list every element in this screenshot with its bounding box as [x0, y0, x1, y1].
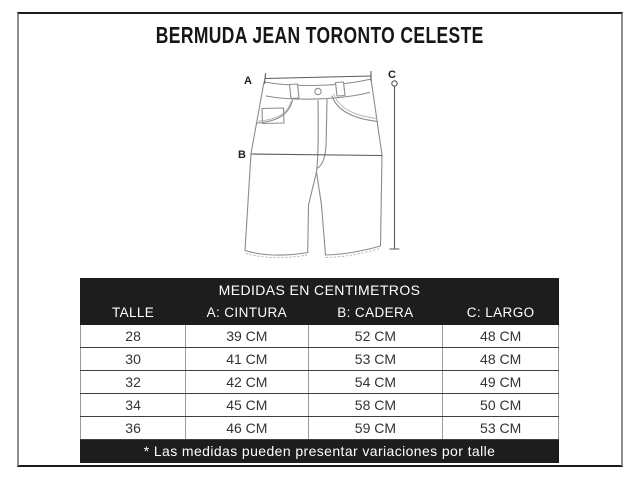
size-table: [80, 278, 559, 463]
column-header-cadera: B: CADERA: [308, 302, 443, 325]
size-cell: 28: [81, 325, 186, 348]
shorts-outline: [245, 79, 382, 255]
page-title-text: BERMUDA JEAN TORONTO CELESTE: [156, 22, 484, 48]
size-cell: 34: [81, 394, 186, 417]
measure-line-b: [252, 154, 383, 156]
waist-cell: 41 CM: [186, 348, 308, 371]
length-cell: 53 CM: [443, 417, 559, 440]
waist-cell: 45 CM: [186, 394, 308, 417]
waist-cell: 42 CM: [186, 371, 308, 394]
table-header-row: [81, 302, 559, 325]
length-cell: 48 CM: [443, 325, 559, 348]
belt-loop: [290, 84, 300, 99]
page-title: [0, 23, 640, 47]
hip-cell: 52 CM: [308, 325, 443, 348]
column-header-largo: C: LARGO: [443, 302, 559, 325]
table-row: [81, 417, 559, 440]
measure-line-a: [265, 76, 371, 79]
shorts-flat-sketch: [225, 60, 415, 275]
label-a: A: [244, 75, 252, 87]
table-caption-row: [81, 279, 559, 302]
hip-cell: 54 CM: [308, 371, 443, 394]
belt-loop: [336, 82, 346, 96]
column-header-cintura: A: CINTURA: [186, 302, 308, 325]
length-cell: 48 CM: [443, 348, 559, 371]
waist-button: [315, 88, 321, 94]
waist-cell: 46 CM: [186, 417, 308, 440]
table-row: [81, 394, 559, 417]
hip-cell: 53 CM: [308, 348, 443, 371]
size-cell: 36: [81, 417, 186, 440]
table-footnote-row: [81, 440, 559, 463]
table-row: [81, 371, 559, 394]
size-cell: 30: [81, 348, 186, 371]
table-footnote: * Las medidas pueden presentar variaciones por talle: [81, 440, 559, 463]
label-c: C: [388, 69, 396, 81]
hip-cell: 58 CM: [308, 394, 443, 417]
coin-pocket: [262, 108, 284, 124]
table-caption: MEDIDAS EN CENTIMETROS: [81, 279, 559, 302]
table-row: [81, 325, 559, 348]
hip-cell: 59 CM: [308, 417, 443, 440]
size-cell: 32: [81, 371, 186, 394]
label-b: B: [238, 149, 246, 161]
length-cell: 49 CM: [443, 371, 559, 394]
length-cell: 50 CM: [443, 394, 559, 417]
column-header-talle: TALLE: [81, 302, 186, 325]
table-row: [81, 348, 559, 371]
waist-cell: 39 CM: [186, 325, 308, 348]
